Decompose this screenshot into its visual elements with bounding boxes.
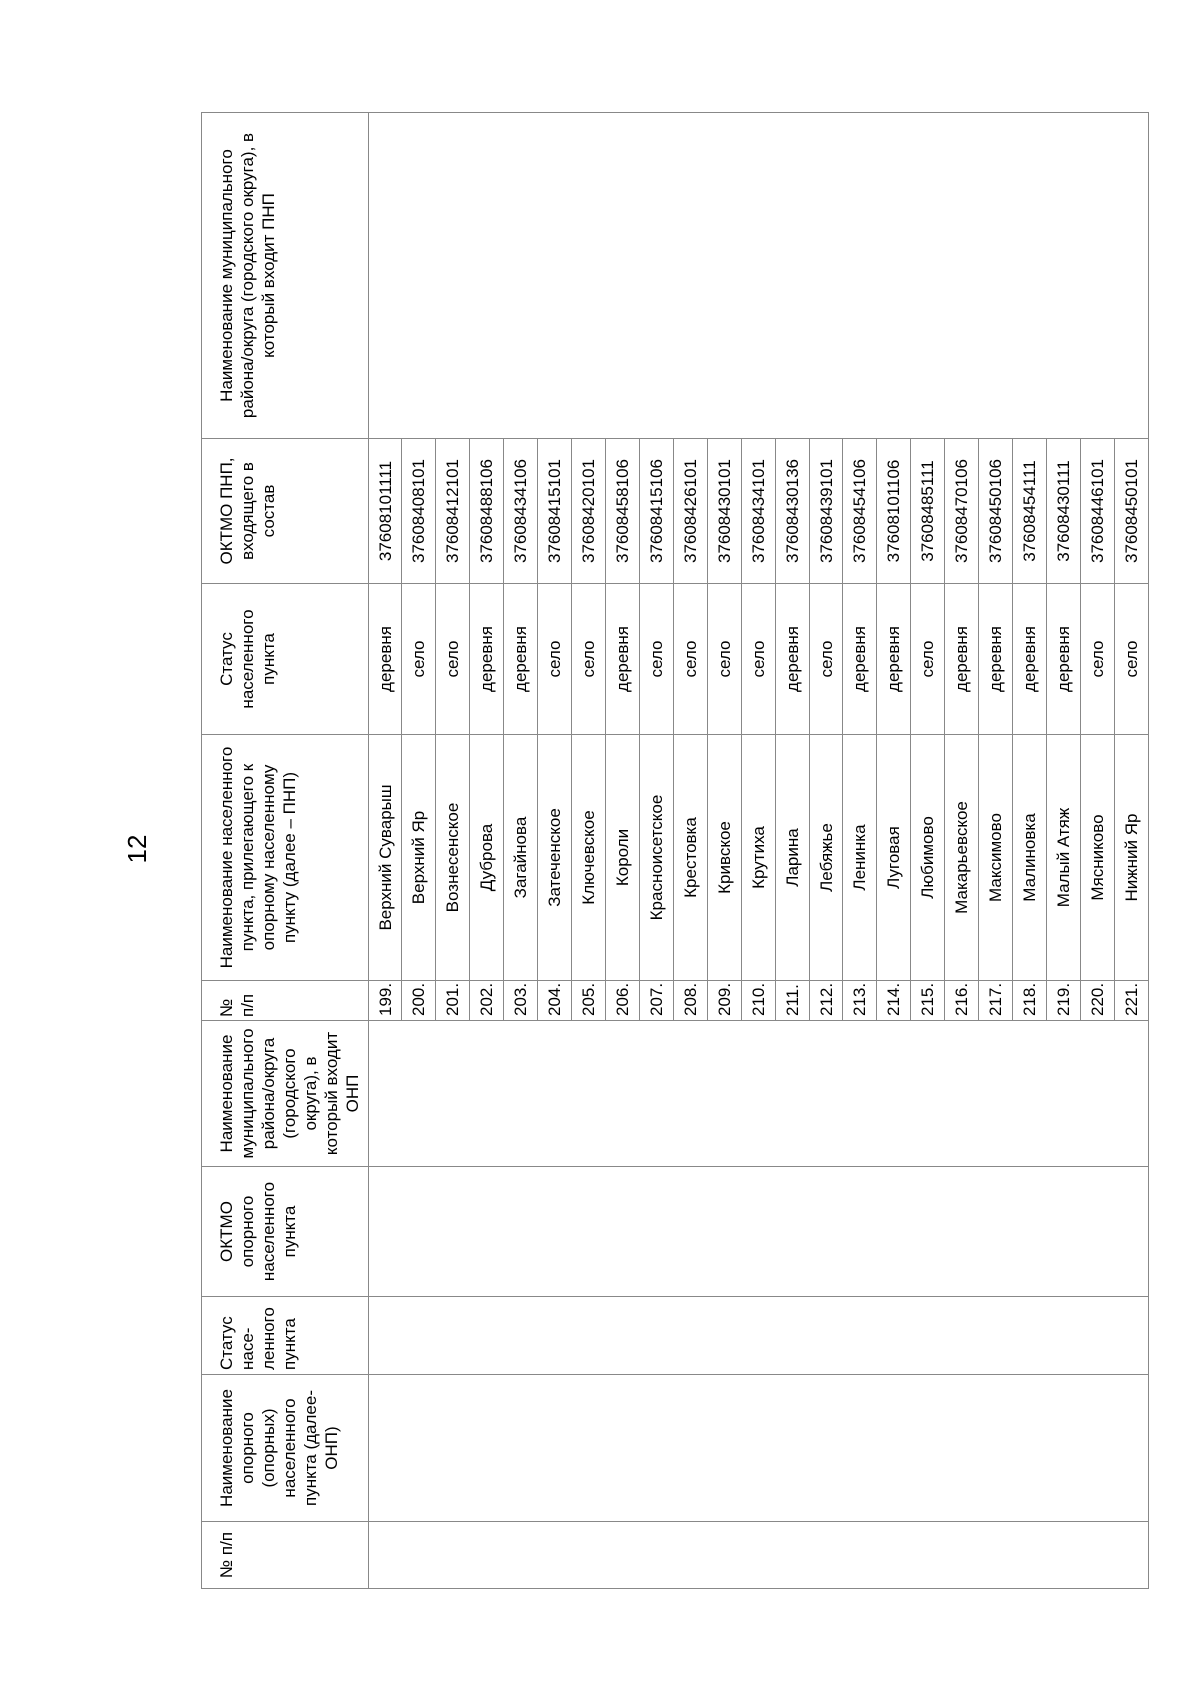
cell-status: село: [673, 584, 707, 735]
cell-num: 210.: [741, 981, 775, 1021]
cell-num: 202.: [470, 981, 504, 1021]
cell-status: село: [707, 584, 741, 735]
cell-num: 206.: [606, 981, 640, 1021]
cell-oktmo: 37608430136: [775, 439, 809, 584]
cell-status: деревня: [1013, 584, 1047, 735]
cell-oktmo: 37608439101: [809, 439, 843, 584]
cell-num: 218.: [1013, 981, 1047, 1021]
header-right-num: № п/п: [202, 981, 369, 1021]
cell-num: 215.: [911, 981, 945, 1021]
cell-status: деревня: [877, 584, 911, 735]
cell-oktmo: 37608454111: [1013, 439, 1047, 584]
cell-name: Любимово: [911, 735, 945, 981]
cell-status: деревня: [1047, 584, 1081, 735]
cell-status: село: [639, 584, 673, 735]
cell-num: 221.: [1114, 981, 1148, 1021]
cell-status: село: [436, 584, 470, 735]
cell-name: Луговая: [877, 735, 911, 981]
cell-oktmo: 37608454106: [843, 439, 877, 584]
table-row: [368, 113, 402, 1589]
cell-oktmo: 37608446101: [1080, 439, 1114, 584]
cell-status: деревня: [504, 584, 538, 735]
cell-num: 203.: [504, 981, 538, 1021]
cell-oktmo: 37608415101: [538, 439, 572, 584]
cell-oktmo: 37608408101: [402, 439, 436, 584]
cell-num: 207.: [639, 981, 673, 1021]
cell-num: 216.: [945, 981, 979, 1021]
cell-name: Максимово: [979, 735, 1013, 981]
cell-name: Короли: [606, 735, 640, 981]
cell-oktmo: 37608430111: [1047, 439, 1081, 584]
header-left-oktmo: ОКТМО опорного населенного пункта: [202, 1167, 369, 1297]
cell-name: Вознесенское: [436, 735, 470, 981]
cell-oktmo: 37608415106: [639, 439, 673, 584]
cell-left-district-empty: [368, 1021, 1148, 1167]
cell-num: 209.: [707, 981, 741, 1021]
cell-num: 204.: [538, 981, 572, 1021]
cell-status: деревня: [775, 584, 809, 735]
header-left-status: Статус насе-ленного пункта: [202, 1297, 369, 1375]
cell-name: Ключевское: [572, 735, 606, 981]
cell-status: деревня: [945, 584, 979, 735]
cell-status: село: [1114, 584, 1148, 735]
header-right-district: Наименование муниципального района/округа (городского округа), в который входит ПНП: [202, 113, 369, 439]
cell-num: 199.: [368, 981, 402, 1021]
cell-status: село: [402, 584, 436, 735]
cell-name: Мясниково: [1080, 735, 1114, 981]
cell-status: деревня: [843, 584, 877, 735]
cell-oktmo: 37608101111: [368, 439, 402, 584]
cell-status: деревня: [470, 584, 504, 735]
cell-left-status-empty: [368, 1297, 1148, 1375]
header-right-status: Статус населенного пункта: [202, 584, 369, 735]
cell-name: Ленинка: [843, 735, 877, 981]
cell-status: село: [572, 584, 606, 735]
cell-status: деревня: [368, 584, 402, 735]
cell-name: Лебяжье: [809, 735, 843, 981]
header-left-district: Наименование муниципального района/округа (городского округа), в который входит ОНП: [202, 1021, 369, 1167]
cell-num: 211.: [775, 981, 809, 1021]
cell-num: 220.: [1080, 981, 1114, 1021]
cell-name: Крестовка: [673, 735, 707, 981]
cell-name: Ларина: [775, 735, 809, 981]
cell-oktmo: 37608434101: [741, 439, 775, 584]
cell-num: 212.: [809, 981, 843, 1021]
cell-num: 208.: [673, 981, 707, 1021]
cell-left-name-empty: [368, 1375, 1148, 1522]
cell-status: село: [538, 584, 572, 735]
cell-oktmo: 37608412101: [436, 439, 470, 584]
cell-name: Красноисетское: [639, 735, 673, 981]
cell-name: Крутиха: [741, 735, 775, 981]
cell-num: 213.: [843, 981, 877, 1021]
cell-status: село: [911, 584, 945, 735]
cell-oktmo: 37608450106: [979, 439, 1013, 584]
cell-name: Макарьевское: [945, 735, 979, 981]
cell-num: 205.: [572, 981, 606, 1021]
rotated-table-wrapper: [201, 113, 1149, 1589]
cell-oktmo: 37608426101: [673, 439, 707, 584]
header-right-oktmo: ОКТМО ПНП, входящего в состав: [202, 439, 369, 584]
cell-name: Кривское: [707, 735, 741, 981]
cell-right-district-empty: [368, 113, 1148, 439]
cell-status: деревня: [606, 584, 640, 735]
cell-name: Затеченское: [538, 735, 572, 981]
cell-oktmo: 37608420101: [572, 439, 606, 584]
cell-status: деревня: [979, 584, 1013, 735]
cell-status: село: [1080, 584, 1114, 735]
cell-num: 200.: [402, 981, 436, 1021]
cell-oktmo: 37608434106: [504, 439, 538, 584]
cell-oktmo: 37608485111: [911, 439, 945, 584]
cell-name: Верхний Яр: [402, 735, 436, 981]
header-left-name: Наименование опорного (опорных) населенного пункта (далее- ОНП): [202, 1375, 369, 1522]
settlements-table: [201, 112, 1149, 1589]
header-right-name: Наименование населенного пункта, прилегающего к опорному населенному пункту (далее – ПНП): [202, 735, 369, 981]
cell-name: Загайнова: [504, 735, 538, 981]
cell-oktmo: 37608430101: [707, 439, 741, 584]
cell-num: 219.: [1047, 981, 1081, 1021]
cell-name: Дуброва: [470, 735, 504, 981]
cell-oktmo: 37608458106: [606, 439, 640, 584]
cell-oktmo: 37608488106: [470, 439, 504, 584]
cell-num: 217.: [979, 981, 1013, 1021]
page-number: 12: [122, 834, 152, 864]
cell-num: 201.: [436, 981, 470, 1021]
cell-oktmo: 37608470106: [945, 439, 979, 584]
cell-name: Малый Атяж: [1047, 735, 1081, 981]
header-row: [202, 113, 369, 1589]
table-body: [202, 113, 1149, 1589]
cell-left-oktmo-empty: [368, 1167, 1148, 1297]
cell-status: село: [809, 584, 843, 735]
cell-status: село: [741, 584, 775, 735]
cell-name: Малиновка: [1013, 735, 1047, 981]
cell-oktmo: 37608450101: [1114, 439, 1148, 584]
cell-name: Нижний Яр: [1114, 735, 1148, 981]
cell-oktmo: 37608101106: [877, 439, 911, 584]
cell-name: Верхний Суварыш: [368, 735, 402, 981]
header-left-num: № п/п: [202, 1522, 369, 1589]
cell-num: 214.: [877, 981, 911, 1021]
cell-left-num-empty: [368, 1522, 1148, 1589]
